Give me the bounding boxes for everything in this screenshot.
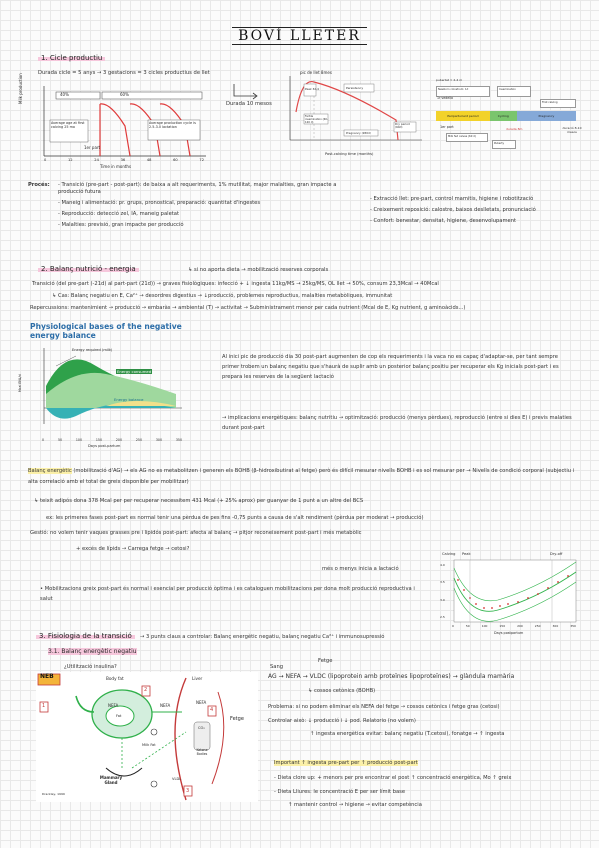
balance-heading: Balanç energètic bbox=[28, 468, 72, 474]
liver-note: Fetge bbox=[318, 658, 333, 664]
mobilization-bullet: • Mobilitzacions greix post-part és normal i esencial per producció òptima i es cataloguen mobilitzacions per dona molt producció reproductiva i salut bbox=[40, 586, 415, 602]
persistency-label: Persistency bbox=[346, 86, 364, 90]
case-line: ↳ Cas: Balanç negatiu en E, Ca²⁺ → desordres digestius → ↓producció, problemes reproductius, malalties metabòliques, immunitat bbox=[52, 293, 393, 299]
lactation-xlabel: Post-calving time (months) bbox=[325, 152, 374, 156]
bcs-chart bbox=[448, 558, 580, 632]
balance-text: (mobilització d'AG) → els AG no es metabolitzen i generen els BOHB (β-hidroxibutirat al fetge) però és difícil mesurar nivells BOHB i es sol mesurar per → Nivells de condició corporal (subjectiu i alta correlació amb el total de greix disponible per mobilitzar) bbox=[28, 468, 575, 485]
bcs-peak: Peak bbox=[462, 552, 471, 556]
adipose-line: ↳ teixit adipós dona 378 Mcal per per recuperar necessitem 431 Mcal (+ 25% aprox) per guanyar de 1 punt a un altre del BCS bbox=[34, 498, 364, 504]
bcs-xlabel: Days postpartum bbox=[494, 631, 524, 635]
metabolism-equation-2: ↳ cossos cetònics (BOHB) bbox=[308, 688, 376, 694]
diagram-credit: Drackley, 1999 bbox=[42, 792, 65, 796]
process-item: - Creixement reposició: calostre, baixos deslletats, pronunciació bbox=[370, 207, 536, 213]
bcs-xticks: 0 50 100 150 200 250 300 350 bbox=[452, 624, 576, 628]
section-2-heading: 2. Balanç nutrició - energia bbox=[38, 265, 139, 273]
nefa-label-outer: NEFA bbox=[160, 703, 171, 708]
ketone-label: Ketone Bodies bbox=[196, 748, 208, 756]
note-first-calving: Average age at first calving 25 mo bbox=[51, 121, 85, 130]
puberty-box: Puberty bbox=[492, 140, 516, 149]
pct-60: 60% bbox=[120, 92, 129, 97]
milk-chart-xticks: 0 12 24 36 48 60 72 bbox=[44, 158, 204, 162]
bcs-yticks: 2.5 3.0 3.5 4.0 bbox=[440, 563, 445, 619]
process-item: - Reproducció: detecció zel, IA, maneig paletat bbox=[58, 211, 180, 217]
section-2-note: ↳ si no aporta dieta → mobilització reserves corporals bbox=[188, 267, 329, 273]
cycle-duration-note: Durada cicle = 5 anys → 3 gestacions = 3 cicles productius de llet bbox=[38, 70, 210, 76]
milk-chart-xlabel: Time in months bbox=[100, 164, 132, 169]
arrow-icon bbox=[232, 82, 262, 102]
diet-free: - Dieta Lliures: le concentració E per ser límit base bbox=[274, 789, 406, 795]
segment-pregnancy: Pregnancy bbox=[517, 111, 576, 121]
process-item: - Transició (pre-part - post-part): de baixa a alt requeriments, 1% mutilitat, major malalties, gran impacte a producció futura bbox=[58, 182, 337, 195]
fat-label: Fat bbox=[116, 714, 122, 718]
energy-balance-label: Energy balance bbox=[114, 397, 144, 402]
mammary-label: Mammary Gland bbox=[99, 775, 123, 785]
pregnancy-label: Pregnancy (280d) bbox=[346, 131, 371, 135]
energy-chart-xticks: 0 50 100 150 200 250 300 350 bbox=[42, 438, 182, 442]
neb-label: NEB bbox=[40, 673, 54, 680]
energy-consumed-label: Energy consumed bbox=[117, 369, 152, 374]
side-note: més o menys inicia a lactació bbox=[322, 566, 399, 572]
num-1: 1 bbox=[42, 703, 46, 709]
insulin-question: ¿Utilització insulina? bbox=[64, 664, 117, 670]
blood-label: Sang bbox=[270, 664, 284, 670]
process-list-right bbox=[370, 196, 575, 225]
milk-chart-ylabel: Milk production bbox=[18, 73, 23, 104]
num-3: 3 bbox=[186, 788, 190, 794]
newborn-box: Newborn colostrum: 1d bbox=[436, 86, 490, 97]
problem-line: Problema: si no podem eliminar els NEFA del fetge → cossos cetònics i fetge gras (cetosi) bbox=[268, 704, 500, 710]
management-line: Gestió: no volem tenir vaques grasses pre i lipidós post-part: afecta al balanç → pitjor reconeixement post-part i més metabòlic bbox=[30, 530, 362, 536]
control-line-2: ↑ ingesta energètica evitar: balanç negatiu (T.cetosi), fonatge → ↑ ingesta bbox=[310, 731, 505, 737]
first-calving-box: First calving bbox=[540, 99, 576, 108]
lactation-curve-chart bbox=[286, 72, 426, 152]
energy-balance-chart bbox=[36, 344, 186, 432]
dry-period-label: Dry period (60d) bbox=[395, 122, 410, 130]
timeline-bar bbox=[436, 111, 576, 121]
side-duration: duració 8-10 mesos bbox=[562, 126, 582, 134]
section-2-paragraph: Al inici pic de producció dia 30 post-part augmenten de cop els requeriments i la vaca no es capaç d'adaptar-se, per tant sempre primer trobem un balanç negatiu que s'haurà de suplir amb un posterior balanç positiu per recuperar els Kg inicials post-part i es prepara les reserves de la següent lactació bbox=[222, 354, 559, 380]
segment-cycling: Cycling bbox=[490, 111, 517, 121]
repercussions-line: Repercussions: mantenimient → producció → embaràs → ambiental (T) → activitat → Subministrament menor per cada nutrient (Mcal de E, Kg nutrient, g aminoàcids...) bbox=[30, 305, 466, 311]
transition-line: Transició (del pre-part (-21d) al part-part (21d)) → graves fisiològiques: infecció + ↓ ingesta 11kg/MS → 25kg/MS, OL llet → 50%, consum 23,3Mcal → 40Mcal bbox=[32, 281, 439, 287]
section-3-heading: 3. Fisiologia de la transició bbox=[36, 632, 135, 640]
section-1-heading: 1. Cicle productiu bbox=[38, 54, 105, 62]
note-production-cycle: Average production cycle is 2.5-3.0 lactation bbox=[149, 121, 196, 130]
energy-chart-ylabel: Mcal ENL/d bbox=[18, 374, 22, 392]
process-item: - Malalties: previsió, gran impacte per producció bbox=[58, 222, 184, 228]
duration-label: Durada 10 mesos bbox=[226, 101, 272, 107]
nefa-label-liver: NEFA bbox=[196, 700, 207, 705]
peak-note: pic de llet 8mes bbox=[300, 70, 332, 75]
diet-control: ↑ mantenir control → higiene → evitar competència bbox=[288, 802, 422, 808]
process-list bbox=[58, 182, 358, 229]
fetge-label: Fetge bbox=[230, 716, 244, 722]
diet-close-up: - Dieta clore up: + menors per pre encontrar el post ↑ concentració energètica, Mo ↑ greix bbox=[274, 775, 512, 781]
important-line: Important ↑ ingesta pre-part per ↑ producció post-part bbox=[274, 760, 418, 766]
pct-40: 40% bbox=[60, 92, 69, 97]
management-line-2: + excés de lípids → Carrega fetge → cetosi? bbox=[76, 546, 190, 552]
control-line: Controlar això: ↓ producció i ↓ pod. Relatorio (no volem) bbox=[268, 718, 416, 724]
first-part-label: 1er part bbox=[84, 145, 101, 150]
insemination-box: Insemination bbox=[497, 86, 531, 97]
section-2-implications: → implicacions energètiques: balanç nutritiu → optimització: producció (menys pèrdues), reproducció (entre si dies E) i previs malaties durant post-part bbox=[222, 415, 572, 431]
section-3-key-points: → 3 punts claus a controlar: Balanç energètic negatiu, balanç negatiu Ca²⁺ i immunosupressió bbox=[140, 634, 385, 640]
process-item: - Confort: benestar, densitat, higiene, desenvolupament bbox=[370, 218, 517, 224]
energy-required-label: Energy required (milk) bbox=[72, 348, 113, 352]
num-2: 2 bbox=[144, 687, 148, 693]
process-item: - Maneig i alimentació: pr. grups, pronostical, preparació: quantitat d'ingestes bbox=[58, 200, 261, 206]
body-fat-label: Body fat bbox=[106, 676, 124, 681]
balance-paragraph bbox=[28, 466, 576, 488]
first-phase-line: ex: les primeres fases post-part es normal tenir una pèrdua de pes fins -0,75 punts a causa de s'alt rendiment (pèrdua per moderat → producció) bbox=[46, 515, 424, 521]
co2-label: CO₂ bbox=[198, 726, 205, 730]
subsection-heading: 3.1. Balanç energètic negatiu bbox=[48, 648, 137, 655]
peak-value: Peak 32-4 bbox=[305, 87, 319, 91]
energy-chart-xlabel: Days post-partum bbox=[88, 444, 121, 448]
timeline-label-top: pubertat = 2-4 m bbox=[436, 78, 463, 82]
metabolism-equation: AG → NEFA → VLDC (lipoprotein amb proteïnes lipoproteïnes) → glàndula mamària bbox=[268, 673, 515, 680]
vldl-label: VLDL bbox=[172, 777, 182, 781]
liver-label: Liver bbox=[192, 676, 203, 681]
calf-label: 1r vedella bbox=[437, 96, 453, 100]
bcs-calving: Calving bbox=[442, 552, 456, 556]
nefa-label-inner: NEFA bbox=[108, 703, 119, 708]
milk-fat-label: Milk Fat bbox=[142, 743, 156, 747]
months-label: durada 8m bbox=[506, 127, 523, 131]
fertile-label: Fertile insemination (60-120 d) bbox=[305, 115, 328, 124]
page-title: BOVÍ LLETER bbox=[0, 28, 599, 44]
milk-fed-box: Milk fed calves (60 d) bbox=[446, 133, 488, 142]
dam-label: 1er part bbox=[440, 125, 454, 129]
process-label: Procés: bbox=[28, 182, 50, 188]
num-4: 4 bbox=[210, 707, 214, 713]
energy-chart-title: Physiological bases of the negative energy balance bbox=[30, 322, 182, 340]
process-item: - Extracció llet: pre-part, control mamitis, higiene i robotització bbox=[370, 196, 534, 202]
segment-periparturient: Periparturient period bbox=[436, 111, 490, 121]
bcs-dry-off: Dry-off bbox=[550, 552, 563, 556]
